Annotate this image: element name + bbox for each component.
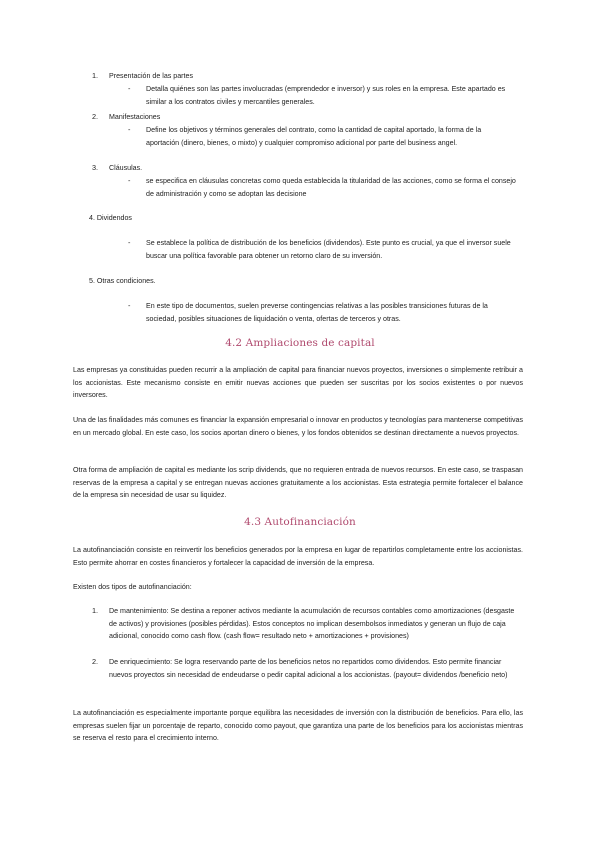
list-item-text: En este tipo de documentos, suelen preverse contingencias relativas a las posibles transiciones futuras de la sociedad, posibles situaciones de liquidación o venta, ofertas de terceros y otras.: [146, 302, 488, 323]
section-heading: 4.2 Ampliaciones de capital: [225, 337, 375, 349]
bullet-dash: -: [128, 176, 131, 185]
list-item-title: 5. Otras condiciones.: [89, 277, 156, 285]
list-item-text: De enriquecimiento: Se logra reservando parte de los beneficios netos no repartidos como dividendos. Esto permite financiar nuevos proyectos sin necesidad de endeudarse o pedir capital adicional a los accionistas. (payout= dividendos /beneficio neto): [109, 658, 508, 679]
paragraph: La autofinanciación es especialmente importante porque equilibra las necesidades de inversión con la distribución de beneficios. Para ello, las empresas suelen fijar un porcentaje de reparto, conocido como payout, que garantiza una parte de los beneficios para los accionistas mientras se reserva el resto para el crecimiento interno.: [73, 709, 523, 743]
paragraph: Otra forma de ampliación de capital es mediante los scrip dividends, que no requieren entrada de nuevos recursos. En este caso, se traspasan reservas de la empresa a capital y se entregan nuevas acciones gratuitamente a los accionistas. Esta estrategia permite fortalecer el balance de la empresa sin necesidad de usar su liquidez.: [73, 466, 523, 500]
list-item-text: De mantenimiento: Se destina a reponer activos mediante la acumulación de recursos contables como amortizaciones (desgaste de activos) y provisiones (posibles pérdidas). Estos conceptos no implican desembolsos inmediatos y generan un flujo de caja adicional, conocido como cash flow. (cash flow= resultado neto + amortizaciones + provisiones): [109, 607, 515, 641]
bullet-dash: -: [128, 238, 131, 247]
list-item-text: Detalla quiénes son las partes involucradas (emprendedor e inversor) y sus roles en la empresa. Este apartado es similar a los contratos civiles y mercantiles generales.: [146, 85, 506, 106]
list-number: 2.: [92, 112, 99, 121]
list-number: 3.: [92, 163, 99, 172]
paragraph: Una de las finalidades más comunes es financiar la expansión empresarial o innovar en productos y tecnologías para mantenerse competitivas en un mercado global. En este caso, los socios aportan dinero o bienes, y los fondos obtenidos se destinan directamente a nuevos proyectos.: [73, 416, 523, 437]
list-item-title: Presentación de las partes: [109, 72, 193, 80]
list-item-text: Define los objetivos y términos generales del contrato, como la cantidad de capital aportado, la forma de la aportación (dinero, bienes, o mixto) y cualquier compromiso adicional por parte del business angel.: [146, 126, 482, 147]
list-number: 2.: [92, 657, 99, 666]
list-item-title: Cláusulas.: [109, 164, 143, 172]
list-number: 1.: [92, 71, 99, 80]
bullet-dash: -: [128, 125, 131, 134]
bullet-dash: -: [128, 301, 131, 310]
paragraph: La autofinanciación consiste en reinvertir los beneficios generados por la empresa en lugar de repartirlos completamente entre los accionistas. Esto permite ahorrar en costes financieros y fortalecer la capacidad de inversión de la empresa.: [73, 546, 523, 567]
bullet-dash: -: [128, 84, 131, 93]
list-item-title: 4. Dividendos: [89, 214, 132, 222]
list-number: 1.: [92, 606, 99, 615]
list-item-title: Manifestaciones: [109, 113, 161, 121]
paragraph: Las empresas ya constituidas pueden recurrir a la ampliación de capital para financiar nuevos proyectos, inversiones o simplemente retribuir a los accionistas. Este mecanismo consiste en emitir nuevas acciones que pueden ser suscritas por los socios existentes o por nuevos inversores.: [73, 366, 523, 400]
paragraph: Existen dos tipos de autofinanciación:: [73, 583, 192, 591]
list-item-text: Se establece la política de distribución de los beneficios (dividendos). Este punto es crucial, ya que el inversor suele buscar una política favorable para obtener un retorno claro de su inversión.: [146, 239, 511, 260]
list-item-text: se especifica en cláusulas concretas como queda establecida la titularidad de las acciones, como se forma el consejo de administración y como se adoptan las decisione: [146, 177, 516, 198]
section-heading: 4.3 Autofinanciación: [244, 516, 356, 528]
